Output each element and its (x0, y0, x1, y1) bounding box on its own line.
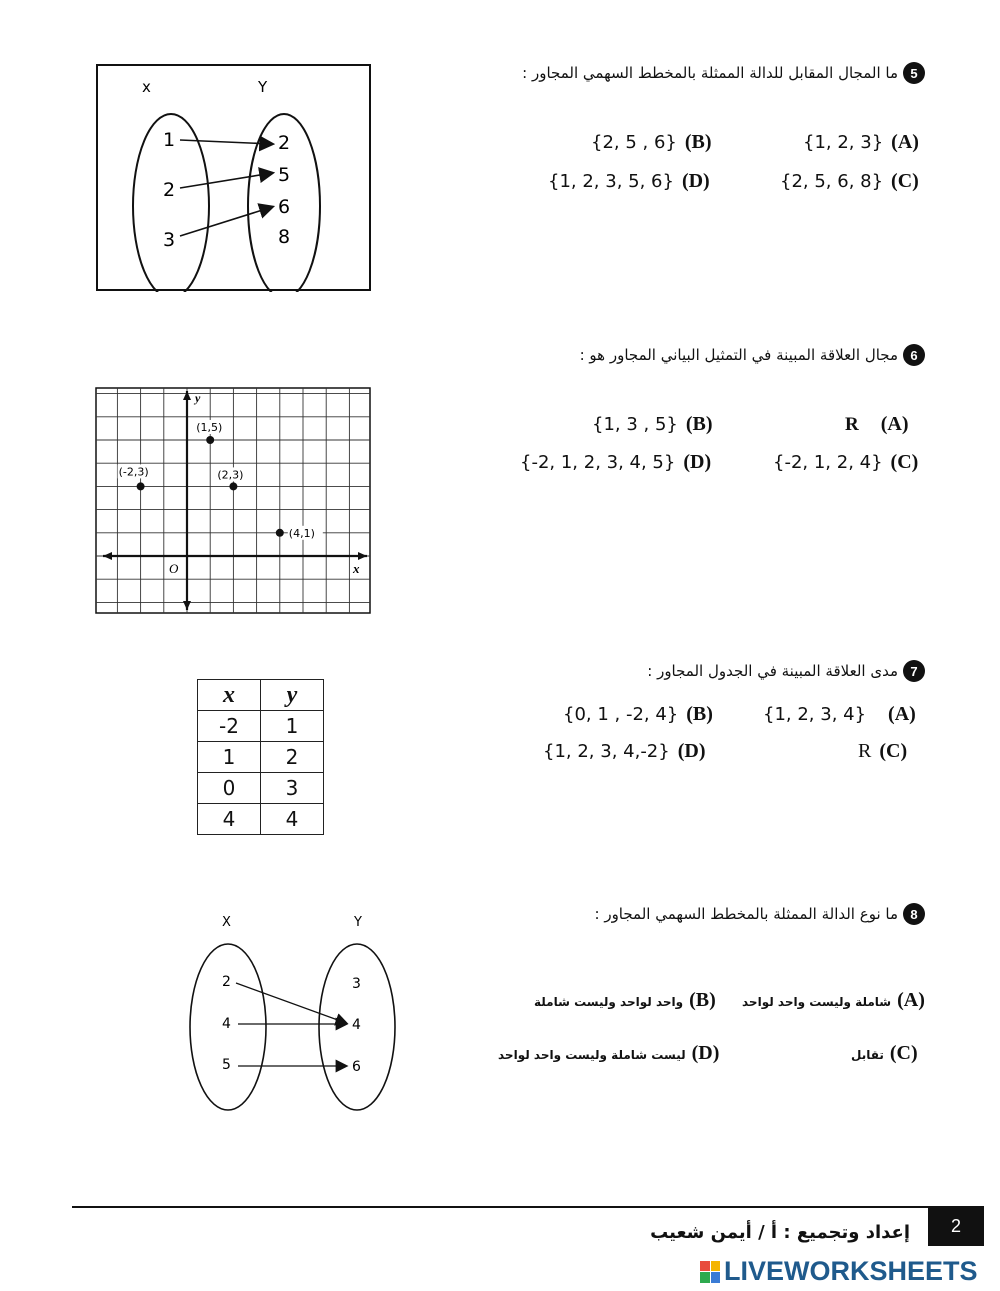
q7-table-container (197, 679, 324, 835)
q6-option-b[interactable] (592, 413, 713, 436)
q8-arrow-diagram (184, 906, 404, 1118)
q5-option-b[interactable] (591, 131, 712, 154)
q6-option-d[interactable] (520, 451, 711, 474)
q5-option-d-label: (D) (681, 170, 710, 192)
q7-option-d-text: {1, 2, 3, 4,-2} (543, 741, 670, 762)
x-axis-label: x (353, 561, 360, 576)
q7-option-b[interactable] (563, 703, 713, 726)
table-row (198, 804, 324, 835)
q8-domain-value: 5 (222, 1057, 231, 1073)
q6-option-c-label: (C) (890, 451, 919, 473)
question-7-header (647, 660, 925, 682)
table-cell: 0 (198, 773, 261, 804)
q7-option-b-label: (B) (686, 703, 713, 725)
q8-domain-value: 4 (222, 1016, 231, 1032)
q7-option-d-label: (D) (677, 740, 706, 762)
q7-option-d[interactable] (543, 740, 705, 763)
q7-option-a-label: (A) (888, 703, 916, 725)
q5-option-d-text: {1, 2, 3, 5, 6} (548, 171, 674, 192)
q8-option-c-text: تقابل (851, 1048, 884, 1062)
liveworksheets-brand[interactable] (700, 1256, 978, 1287)
question-7-text: مدى العلاقة المبينة في الجدول المجاور : (647, 662, 898, 680)
q6-option-d-text: {-2, 1, 2, 3, 4, 5} (520, 452, 676, 473)
table-header-y: y (261, 680, 324, 711)
q6-option-d-label: (D) (683, 451, 712, 473)
q7-option-c[interactable] (858, 740, 907, 763)
q8-range-value: 3 (352, 976, 361, 992)
point-label: (2,3) (217, 468, 244, 482)
question-6-text: مجال العلاقة المبينة في التمثيل البياني المجاور هو : (579, 346, 898, 364)
q5-option-b-label: (B) (684, 131, 712, 153)
q5-option-a-text: {1, 2, 3} (803, 132, 884, 153)
q8-y-label: Y (354, 915, 362, 930)
q5-domain-value: 1 (163, 129, 176, 151)
q8-option-b[interactable] (534, 989, 716, 1012)
q8-range-value: 4 (352, 1017, 361, 1033)
y-axis-label: y (195, 391, 201, 405)
q5-option-a-label: (A) (891, 131, 919, 153)
table-row (198, 773, 324, 804)
q5-range-value: 6 (278, 196, 291, 218)
table-cell: 2 (261, 742, 324, 773)
liveworksheets-logo-icon (700, 1261, 720, 1283)
question-number-badge: 6 (903, 344, 925, 366)
q5-mapping-arrow (180, 207, 272, 236)
q8-domain-value: 2 (222, 974, 231, 990)
q5-domain-value: 3 (163, 229, 176, 251)
origin-label: O (169, 561, 179, 576)
q6-grid (96, 388, 370, 613)
question-number-badge: 7 (903, 660, 925, 682)
question-number-badge: 8 (903, 903, 925, 925)
q8-range-value: 6 (352, 1059, 361, 1075)
q7-option-b-text: {0, 1 , -2, 4} (563, 704, 679, 725)
table-cell: 1 (198, 742, 261, 773)
question-5-header (522, 62, 925, 84)
q8-option-c[interactable] (851, 1042, 918, 1065)
table-header-x: x (198, 680, 261, 711)
page-number: 2 (928, 1206, 984, 1246)
q8-mapping-arrow (236, 983, 346, 1023)
q8-option-d[interactable] (498, 1042, 719, 1065)
q6-option-c[interactable] (773, 451, 918, 474)
point-label: (1,5) (196, 421, 223, 434)
q7-option-c-label: (C) (879, 740, 908, 762)
q6-option-a-text: R (845, 414, 859, 435)
q8-x-label: X (222, 915, 231, 930)
q6-option-b-label: (B) (685, 413, 713, 435)
table-cell: -2 (198, 711, 261, 742)
brand-name: LIVEWORKSHEETS (724, 1256, 978, 1286)
question-number-badge: 5 (903, 62, 925, 84)
q6-option-c-text: {-2, 1, 2, 4} (773, 452, 883, 473)
table-cell: 4 (198, 804, 261, 835)
question-5-text: ما المجال المقابل للدالة الممثلة بالمخطط السهمي المجاور : (522, 64, 898, 82)
data-point (206, 436, 214, 444)
q6-option-b-text: {1, 3 , 5} (592, 414, 678, 435)
q5-domain-value: 2 (163, 179, 176, 201)
q5-option-d[interactable] (548, 170, 710, 193)
table-row (198, 742, 324, 773)
table-cell: 4 (261, 804, 324, 835)
q7-option-c-text: R (858, 740, 872, 762)
table-row (198, 711, 324, 742)
q6-points (118, 420, 323, 540)
table-header-row (198, 680, 324, 711)
data-point (229, 482, 237, 490)
question-8-header (595, 903, 926, 925)
q6-coordinate-graph (95, 387, 371, 614)
q5-range-value: 8 (278, 226, 291, 248)
q8-option-b-text: واحد لواحد وليست شاملة (534, 995, 684, 1009)
q5-option-c[interactable] (780, 170, 919, 193)
q7-option-a[interactable] (763, 703, 916, 726)
q8-option-c-label: (C) (889, 1042, 918, 1064)
q5-range-value: 5 (278, 164, 291, 186)
q7-option-a-text: {1, 2, 3, 4} (763, 704, 867, 725)
data-point (137, 482, 145, 490)
q5-option-c-text: {2, 5, 6, 8} (780, 171, 884, 192)
q5-x-label: x (142, 78, 151, 96)
q8-option-a-label: (A) (897, 989, 925, 1011)
q5-option-a[interactable] (803, 131, 919, 154)
table-cell: 3 (261, 773, 324, 804)
question-6-header (580, 344, 925, 366)
q5-range-value: 2 (278, 132, 291, 154)
question-8-text: ما نوع الدالة الممثلة بالمخطط السهمي المجاور : (594, 905, 898, 923)
q5-option-c-label: (C) (891, 170, 919, 192)
q8-option-d-text: ليست شاملة وليست واحد لواحد (498, 1048, 686, 1062)
q8-option-a[interactable] (742, 989, 925, 1012)
data-point (276, 529, 284, 537)
q6-option-a[interactable] (845, 413, 909, 436)
q5-option-b-text: {2, 5 , 6} (591, 132, 677, 153)
q6-option-a-label: (A) (880, 413, 909, 435)
point-label: (-2,3) (118, 465, 149, 479)
q8-option-a-text: شاملة وليست واحد لواحد (742, 995, 892, 1009)
footer-divider (72, 1206, 928, 1208)
q8-option-d-label: (D) (691, 1042, 720, 1064)
point-label: (4,1) (288, 526, 315, 540)
q7-xy-table (197, 679, 324, 835)
q5-arrow-diagram (96, 64, 372, 292)
q8-option-b-label: (B) (689, 989, 716, 1011)
q5-y-label: Y (258, 78, 268, 96)
author-credit: إعداد وتجميع : أ / أيمن شعيب (650, 1222, 910, 1243)
q5-mapping-arrow (180, 173, 272, 188)
table-cell: 1 (261, 711, 324, 742)
